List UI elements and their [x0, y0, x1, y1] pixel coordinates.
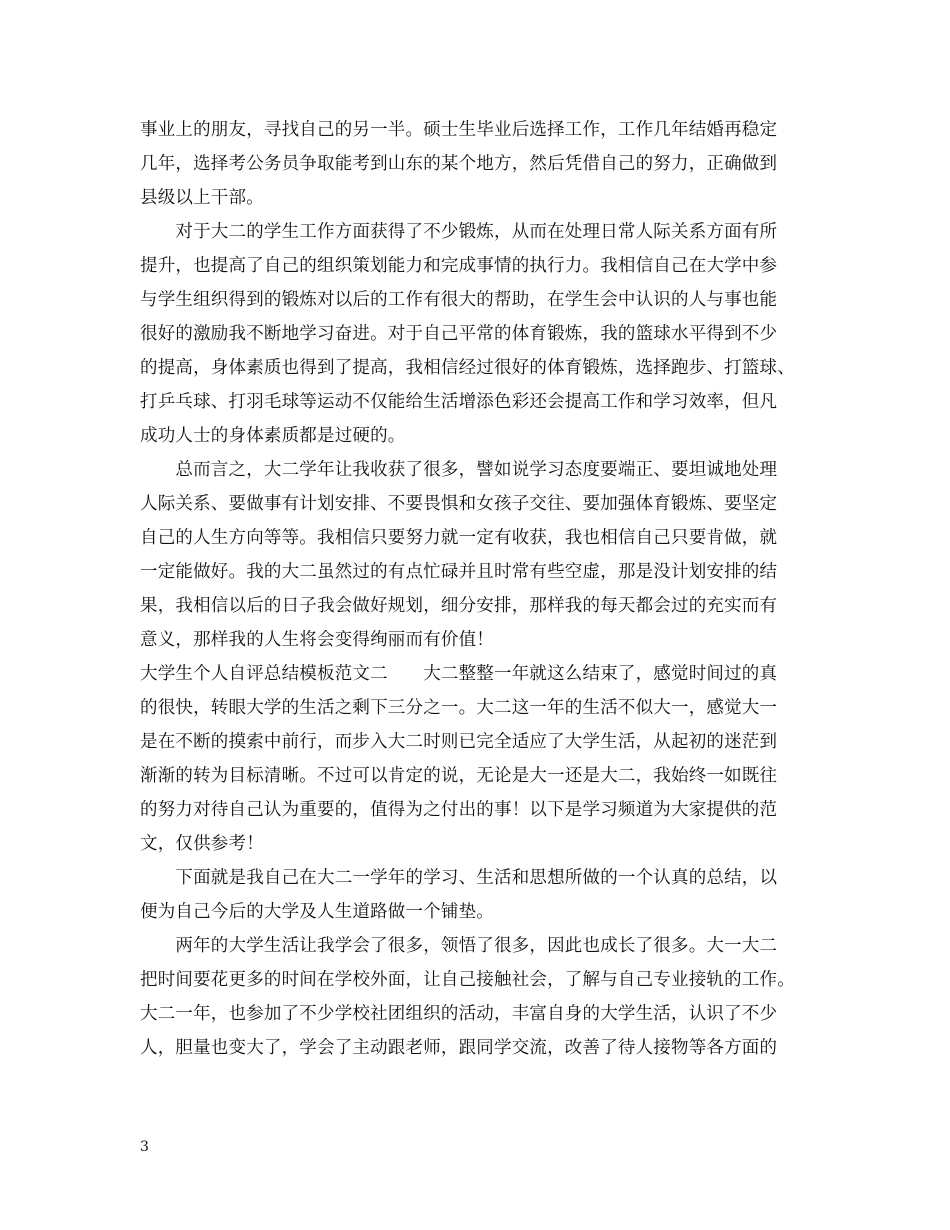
text-line: 成功人士的身体素质都是过硬的。: [140, 426, 406, 446]
text-line: 下面就是我自己在大二一学年的学习、生活和思想所做的一个认真的总结，以: [140, 868, 778, 888]
text-line: 果，我相信以后的日子我会做好规划，细分安排，那样我的每天都会过的充实而有: [140, 596, 778, 616]
text-line: 大学生个人自评总结模板范文二 大二整整一年就这么结束了，感觉时间过的真: [140, 664, 778, 684]
text-line: 意义，那样我的人生将会变得绚丽而有价值！: [140, 630, 494, 650]
text-line: 事业上的朋友，寻找自己的另一半。硕士生毕业后选择工作，工作几年结婚再稳定: [140, 120, 778, 140]
text-line: 与学生组织得到的锻炼对以后的工作有很大的帮助，在学生会中认识的人与事也能: [140, 290, 778, 310]
text-line: 人，胆量也变大了，学会了主动跟老师，跟同学交流，改善了待人接物等各方面的: [140, 1038, 778, 1058]
text-line: 自己的人生方向等等。我相信只要努力就一定有收获，我也相信自己只要肯做，就: [140, 528, 778, 548]
text-line: 大二一年，也参加了不少学校社团组织的活动，丰富自身的大学生活，认识了不少: [140, 1004, 778, 1024]
page-number: 3: [140, 1139, 149, 1155]
text-line: 总而言之，大二学年让我收获了很多，譬如说学习态度要端正、要坦诚地处理: [140, 460, 778, 480]
text-line: 两年的大学生活让我学会了很多，领悟了很多，因此也成长了很多。大一大二: [140, 936, 778, 956]
text-line: 把时间要花更多的时间在学校外面，让自己接触社会，了解与自己专业接轨的工作。: [140, 970, 795, 990]
text-line: 的提高，身体素质也得到了提高，我相信经过很好的体育锻炼，选择跑步、打篮球、: [140, 358, 795, 378]
text-line: 渐渐的转为目标清晰。不过可以肯定的说，无论是大一还是大二，我始终一如既往: [140, 766, 778, 786]
text-line: 一定能做好。我的大二虽然过的有点忙碌并且时常有些空虚，那是没计划安排的结: [140, 562, 778, 582]
text-line: 的努力对待自己认为重要的，值得为之付出的事！以下是学习频道为大家提供的范: [140, 800, 778, 820]
text-line: 提升，也提高了自己的组织策划能力和完成事情的执行力。我相信自己在大学中参: [140, 256, 778, 276]
text-line: 县级以上干部。: [140, 188, 264, 208]
text-line: 几年，选择考公务员争取能考到山东的某个地方，然后凭借自己的努力，正确做到: [140, 154, 778, 174]
text-line: 是在不断的摸索中前行，而步入大二时则已完全适应了大学生活，从起初的迷茫到: [140, 732, 778, 752]
text-line: 文，仅供参考！: [140, 834, 264, 854]
text-line: 的很快，转眼大学的生活之剩下三分之一。大二这一年的生活不似大一，感觉大一: [140, 698, 778, 718]
text-line: 人际关系、要做事有计划安排、不要畏惧和女孩子交往、要加强体育锻炼、要坚定: [140, 494, 778, 514]
text-line: 便为自己今后的大学及人生道路做一个铺垫。: [140, 902, 494, 922]
text-line: 对于大二的学生工作方面获得了不少锻炼，从而在处理日常人际关系方面有所: [140, 222, 778, 242]
text-line: 很好的激励我不断地学习奋进。对于自己平常的体育锻炼，我的篮球水平得到不少: [140, 324, 778, 344]
text-line: 打乒乓球、打羽毛球等运动不仅能给生活增添色彩还会提高工作和学习效率，但凡: [140, 392, 778, 412]
